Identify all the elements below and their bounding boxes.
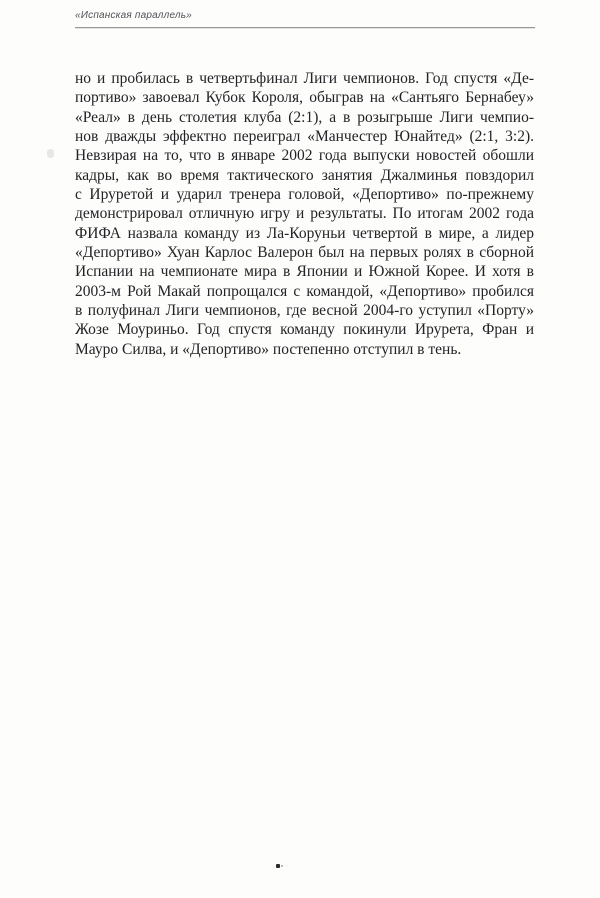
text-line: нов дважды эффектно переиграл «Манчестер Юнайтед» (2:1, 3:2). [75,128,534,146]
ink-speck-artifact [276,864,280,868]
text-line: но и пробилась в четвертьфинал Лиги чемпионов. Год спустя «Де- [75,70,534,87]
text-line: 2003-м Рой Макай попрощался с командой, «Депортиво» пробился [75,282,534,300]
text-line: демонстрировал отличную игру и результаты. По итогам 2002 года [75,205,534,223]
text-line: с Ируретой и ударил тренера головой, «Депортиво» по-прежнему [75,186,534,204]
text-line: в полуфинал Лиги чемпионов, где весной 2004-го уступил «Порту» [75,302,534,320]
running-header: «Испанская параллель» [75,10,192,21]
text-line: Мауро Силва, и «Депортиво» постепенно отступил в тень. [75,340,462,358]
smudge-artifact [47,149,54,158]
text-line: «Реал» в день столетия клуба (2:1), а в розыгрыше Лиги чемпио- [75,108,534,126]
text-line: Жозе Моуриньо. Год спустя команду покинули Ирурета, Фран и [75,321,534,339]
text-line: ФИФА назвала команду из Ла-Коруньи четвертой в мире, а лидер [75,224,534,242]
text-line: Невзирая на то, что в январе 2002 года выпуски новостей обошли [75,147,534,165]
header-rule [75,27,535,28]
text-line: портиво» завоевал Кубок Короля, обыграв на «Сантьяго Бернабеу» [75,89,534,107]
text-line: Испании на чемпионате мира в Японии и Южной Корее. И хотя в [75,263,534,281]
text-line: кадры, как во время тактического занятия Джалминья повздорил [75,166,534,184]
text-line: «Депортиво» Хуан Карлос Валерон был на первых ролях в сборной [75,244,534,262]
page-text [75,69,534,359]
